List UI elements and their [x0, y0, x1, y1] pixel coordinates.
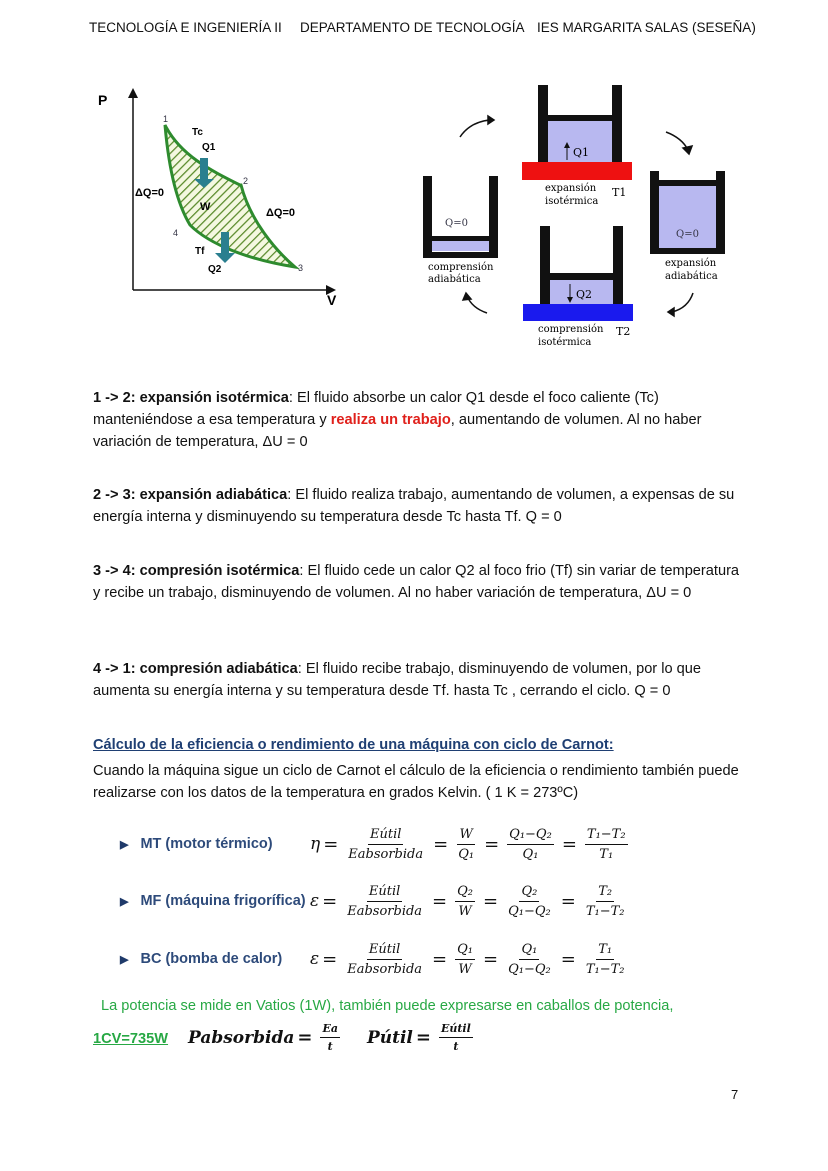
bottom-label-1: comprensión	[538, 324, 604, 335]
pv-diagram	[90, 80, 350, 310]
t1-label: T1	[612, 186, 627, 199]
piston-cycle-diagram	[410, 80, 730, 350]
numerator: Eútil	[367, 942, 402, 960]
fraction	[585, 827, 628, 862]
fraction	[506, 942, 553, 977]
point-1: 1	[163, 114, 169, 124]
formula-label-text: MT (motor térmico)	[140, 836, 273, 852]
fraction	[584, 942, 627, 977]
q2-label: Q2	[208, 264, 222, 275]
denominator: Q₁−Q₂	[508, 903, 551, 919]
formula-symbol: ε	[310, 949, 320, 969]
formula-symbol: η	[310, 834, 321, 854]
numerator: T₁−T₂	[585, 827, 628, 845]
left-label-1: comprensión	[428, 262, 494, 273]
formula-label-text: MF (máquina frigorífica)	[140, 893, 306, 909]
paragraph-adiabatic-compression	[93, 658, 743, 702]
power-formulas: Pabsorbida = $\frac{Ea}{t}$ Pútil = $\frac{\text{Eútil}}{t}$	[188, 1022, 471, 1053]
paragraph-title: 4 -> 1: compresión adiabática	[93, 661, 298, 677]
denominator: W	[458, 961, 472, 977]
tc-label: Tc	[192, 127, 203, 138]
right-q-label: Q=0	[676, 229, 699, 240]
left-label-2: adiabática	[428, 274, 481, 285]
numerator: Q₁	[455, 942, 475, 960]
adiabatic-right-label: ΔQ=0	[266, 207, 296, 219]
paragraph-isothermal-expansion	[93, 387, 743, 453]
bottom-label-2: isotérmica	[538, 337, 592, 348]
right-label-1: expansión	[665, 258, 717, 269]
paragraph-title: 1 -> 2: expansión isotérmica	[93, 390, 289, 406]
power-text: La potencia se mide en Vatios (1W), también puede expresarse en caballos de potencia,	[101, 998, 674, 1014]
bottom-q-label: Q2	[576, 288, 593, 301]
numerator: Q₂	[455, 884, 475, 902]
top-q-label: Q1	[573, 146, 590, 159]
right-label-2: adiabática	[665, 271, 718, 282]
numerator: T₁	[596, 942, 614, 960]
p-axis-arrow-icon	[128, 88, 138, 98]
numerator: Eútil	[368, 827, 403, 845]
piston-adiabatic-expansion	[650, 171, 725, 282]
fraction	[456, 827, 476, 862]
denominator: Eabsorbida	[347, 961, 423, 977]
hot-source	[522, 162, 632, 180]
numerator: Ea	[320, 1022, 340, 1038]
q1-arrow-icon	[200, 158, 208, 180]
numerator: Eútil	[367, 884, 402, 902]
q2-arrow-icon	[221, 232, 229, 254]
numerator: Q₂	[519, 884, 539, 902]
carnot-cycle-area	[165, 125, 295, 267]
point-2: 2	[243, 176, 249, 186]
denominator: Eabsorbida	[347, 903, 423, 919]
formula-row	[120, 878, 632, 924]
formula-label	[120, 893, 310, 909]
numerator: W	[457, 827, 474, 845]
top-label-1: expansión	[545, 183, 597, 194]
denominator: Eabsorbida	[348, 846, 424, 862]
fraction	[345, 884, 424, 919]
paragraph-text: : El fluido recibe trabajo, disminuyendo de volumen, por lo que aumenta su energía interna y su temperatura desde Tf. hasta Tc , cerrando el ciclo. Q = 0	[93, 661, 701, 699]
formula: ε = $\frac{\text{Eútil}}{\text{Eabsorbida}}$ = $\frac{\text{Q₁}}{W}$ = $\frac{\text{Q₁}}{\text{Q₁−Q₂}}$ = $\frac{\text{T₁}}{\text{T₁−T₂}}$	[310, 941, 625, 977]
paragraph-title: 2 -> 3: expansión adiabática	[93, 487, 288, 503]
cold-source	[523, 304, 633, 321]
work-label: W	[200, 201, 211, 213]
formula-label-text: BC (bomba de calor)	[140, 951, 283, 967]
formula-symbol: ε	[310, 891, 320, 911]
formula: η = $\frac{\text{Eútil}}{\text{Eabsorbida}}$ = $\frac{W}{\text{Q₁}}$ = $\frac{\text{Q₁−Q₂}}{\text{Q₁}}$ = $\frac{\text{T₁−T₂}}{\text{T₁}}$	[310, 826, 626, 862]
highlight-text: realiza un trabajo	[330, 412, 451, 428]
numerator: Q₁	[519, 942, 539, 960]
numerator: Q₁−Q₂	[507, 827, 554, 845]
piston-adiabatic-compression	[423, 176, 498, 285]
header-subject: TECNOLOGÍA E INGENIERÍA II	[89, 20, 282, 35]
q1-label: Q1	[202, 142, 216, 153]
denominator: t	[327, 1040, 333, 1053]
denominator: Q₁	[458, 846, 475, 862]
piston-isothermal-compression	[523, 226, 633, 348]
cv-equivalence: 1CV=735W	[93, 1031, 169, 1047]
denominator: Q₁	[522, 846, 539, 862]
fraction	[455, 942, 475, 977]
numerator: T₂	[596, 884, 614, 902]
p-absorbida-symbol: Pabsorbida	[188, 1027, 295, 1048]
p-axis-label: P	[98, 92, 108, 108]
p-util-symbol: Pútil	[366, 1027, 413, 1048]
section-heading: Cálculo de la eficiencia o rendimiento de una máquina con ciclo de Carnot:	[93, 737, 614, 753]
formula-label	[120, 836, 310, 852]
paragraph-text: : El fluido absorbe un calor Q1 desde el foco caliente (Tc) manteniéndose a esa temperatura y	[93, 390, 659, 428]
fraction	[584, 884, 627, 919]
header-school: IES MARGARITA SALAS (SESEÑA)	[537, 20, 756, 35]
header-department: DEPARTAMENTO DE TECNOLOGÍA	[300, 20, 525, 35]
left-q-label: Q=0	[445, 218, 468, 229]
denominator: W	[458, 903, 472, 919]
denominator: Q₁−Q₂	[508, 961, 551, 977]
bullet-triangle-icon: ▶	[120, 895, 129, 908]
paragraph-title: 3 -> 4: compresión isotérmica	[93, 563, 300, 579]
paragraph-adiabatic-expansion	[93, 484, 743, 528]
bullet-triangle-icon: ▶	[120, 953, 129, 966]
point-4: 4	[173, 228, 179, 238]
paragraph-text: , aumentando de volumen. Al no haber variación de temperatura, ΔU = 0	[93, 412, 702, 450]
point-3: 3	[298, 263, 304, 273]
piston-isothermal-expansion	[522, 85, 632, 207]
numerator: Eútil	[439, 1022, 473, 1038]
fraction	[507, 827, 554, 862]
t2-label: T2	[616, 325, 631, 338]
denominator: T₁	[599, 846, 614, 862]
formula: ε = $\frac{\text{Eútil}}{\text{Eabsorbida}}$ = $\frac{\text{Q₂}}{W}$ = $\frac{\text{Q₂}}{\text{Q₁−Q₂}}$ = $\frac{\text{T₂}}{\text{T₁−T₂}}$	[310, 883, 625, 919]
paragraph-text: : El fluido realiza trabajo, aumentando de volumen, a expensas de su energía interna y disminuyendo su temperatura desde Tc hasta Tf. Q = 0	[93, 487, 735, 525]
bullet-triangle-icon: ▶	[120, 838, 129, 851]
paragraph-text: : El fluido cede un calor Q2 al foco frio (Tf) sin variar de temperatura y recibe un trabajo, disminuyendo de volumen. Al no haber variación de temperatura, ΔU = 0	[93, 563, 740, 601]
formula-row	[120, 821, 633, 867]
formula-row	[120, 936, 632, 982]
formula-label	[120, 951, 310, 967]
denominator: T₁−T₂	[585, 903, 625, 919]
fraction	[346, 827, 425, 862]
denominator: t	[453, 1040, 459, 1053]
top-label-2: isotérmica	[545, 196, 599, 207]
tf-label: Tf	[195, 246, 205, 257]
denominator: T₁−T₂	[585, 961, 625, 977]
fraction	[455, 884, 475, 919]
v-axis-label: V	[327, 292, 337, 308]
section-text: Cuando la máquina sigue un ciclo de Carnot el cálculo de la eficiencia o rendimiento también puede realizarse con los datos de la temperatura en grados Kelvin. ( 1 K = 273ºC)	[93, 763, 739, 801]
page-number: 7	[731, 1087, 739, 1102]
adiabatic-left-label: ΔQ=0	[135, 187, 165, 199]
paragraph-isothermal-compression	[93, 560, 743, 604]
fraction	[506, 884, 553, 919]
fraction	[345, 942, 424, 977]
